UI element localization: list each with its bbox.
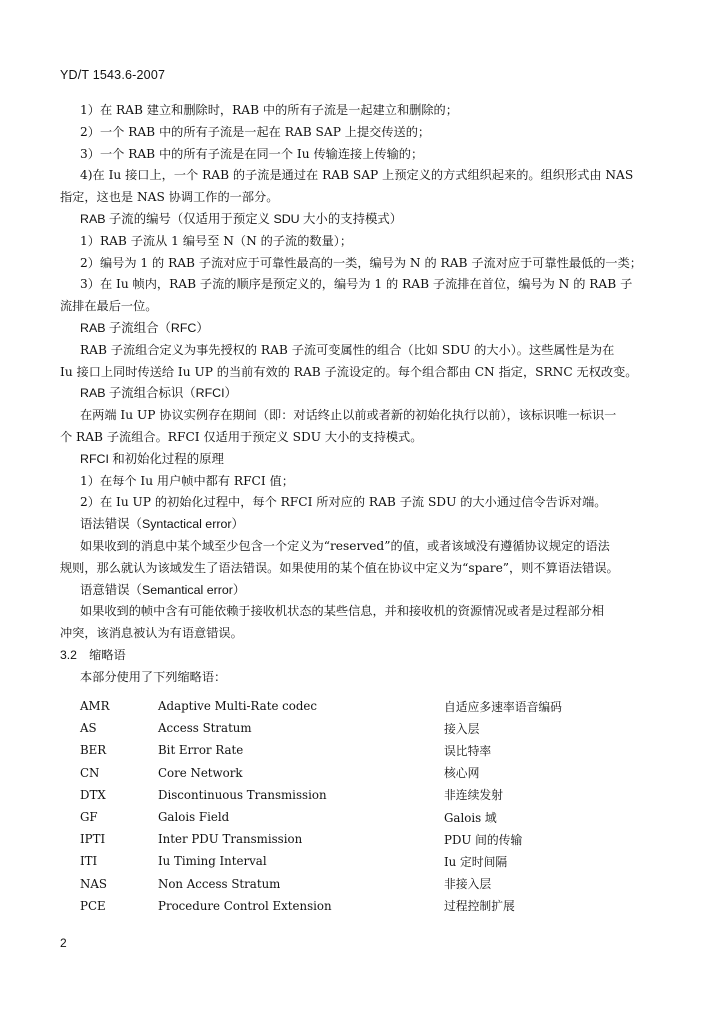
chinese-term: 接入层: [444, 721, 480, 736]
abbreviation: PCE: [80, 898, 106, 913]
english-term: Galois Field: [158, 810, 230, 825]
paragraph-line: 4)在 Iu 接口上，一个 RAB 的子流是通过在 RAB SAP 上预定义的方式组织起来的。组织形式由 NAS: [80, 168, 634, 183]
english-term: Adaptive Multi-Rate codec: [158, 699, 318, 714]
english-term: Iu Timing Interval: [158, 854, 267, 869]
paragraph-line: 2）在 Iu UP 的初始化过程中，每个 RFCI 所对应的 RAB 子流 SDU 的大小通过信令告诉对端。: [80, 495, 607, 510]
english-term: Bit Error Rate: [158, 743, 244, 758]
english-term: Core Network: [158, 765, 243, 780]
document-id-header: YD/T 1543.6-2007: [60, 68, 166, 82]
term-heading: RFCI 和初始化过程的原理: [80, 451, 224, 466]
english-term: Procedure Control Extension: [158, 898, 332, 913]
chinese-term: 非连续发射: [444, 788, 503, 803]
abbreviation-row: [60, 806, 660, 828]
abbreviation-row: [60, 717, 660, 739]
english-term: Access Stratum: [158, 721, 252, 736]
chinese-term: 自适应多速率语音编码: [444, 699, 562, 714]
abbreviation-row: [60, 895, 660, 917]
term-heading: RAB 子流组合（RFC）: [80, 320, 209, 335]
term-heading: 语意错误（Semantical error）: [80, 582, 246, 597]
paragraph-line: 在两端 Iu UP 协议实例存在期间（即：对话终止以前或者新的初始化执行以前），该标识唯一标识一: [80, 408, 617, 423]
term-heading: RAB 子流组合标识（RFCI）: [80, 386, 237, 401]
section-heading: 3.2 缩略语: [60, 647, 126, 662]
paragraph-line: 指定，这也是 NAS 协调工作的一部分。: [60, 190, 279, 205]
abbreviation: DTX: [80, 787, 106, 802]
paragraph-line: 1）在 RAB 建立和删除时，RAB 中的所有子流是一起建立和删除的；: [80, 103, 458, 117]
chinese-term: 误比特率: [444, 743, 492, 758]
paragraph-line: 2）一个 RAB 中的所有子流是一起在 RAB SAP 上提交传送的；: [80, 124, 431, 139]
paragraph-line: 1）在每个 Iu 用户帧中都有 RFCI 值；: [80, 473, 294, 488]
abbreviation: AMR: [80, 699, 110, 714]
paragraph-line: 如果收到的帧中含有可能依赖于接收机状态的某些信息，并和接收机的资源情况或者是过程部分相: [80, 604, 605, 619]
paragraph-line: 3）在 Iu 帧内，RAB 子流的顺序是预定义的，编号为 1 的 RAB 子流排在首位，编号为 N 的 RAB 子: [80, 277, 633, 292]
abbreviation-row: [60, 784, 660, 806]
abbreviation-row: [60, 850, 660, 872]
english-term: Non Access Stratum: [158, 876, 281, 891]
paragraph-line: 3）一个 RAB 中的所有子流是在同一个 Iu 传输连接上传输的；: [80, 146, 424, 161]
abbreviation-row: [60, 762, 660, 784]
abbreviation: AS: [80, 721, 97, 736]
section-intro: 本部分使用了下列缩略语：: [80, 669, 227, 684]
abbreviation: BER: [80, 743, 107, 758]
term-heading: 语法错误（Syntactical error）: [80, 517, 244, 532]
paragraph-line: 个 RAB 子流组合。RFCI 仅适用于预定义 SDU 大小的支持模式。: [60, 429, 423, 444]
english-term: Inter PDU Transmission: [158, 832, 303, 847]
paragraph-line: 流排在最后一位。: [60, 299, 158, 314]
abbreviation-row: [60, 739, 660, 761]
paragraph-line: Iu 接口上同时传送给 Iu UP 的当前有效的 RAB 子流设定的。每个组合都由 CN 指定，SRNC 无权改变。: [60, 364, 638, 379]
paragraph-line: 1）RAB 子流从 1 编号至 N（N 的子流的数量）；: [80, 233, 353, 248]
abbreviation: GF: [80, 810, 98, 825]
paragraph-line: 规则，那么就认为该域发生了语法错误。如果使用的某个值在协议中定义为“spare”，则不算语法错误。: [60, 560, 619, 575]
abbreviation: ITI: [80, 854, 98, 869]
paragraph-line: 2）编号为 1 的 RAB 子流对应于可靠性最高的一类，编号为 N 的 RAB 子流对应于可靠性最低的一类；: [80, 255, 642, 270]
abbreviation-row: [60, 873, 660, 895]
term-heading: RAB 子流的编号（仅适用于预定义 SDU 大小的支持模式）: [80, 211, 403, 226]
chinese-term: 过程控制扩展: [444, 899, 515, 914]
abbreviation: NAS: [80, 876, 107, 891]
chinese-term: 非接入层: [444, 877, 492, 892]
chinese-term: 核心网: [444, 766, 480, 781]
chinese-term: Galois 域: [444, 810, 497, 825]
abbreviation-table: [60, 695, 660, 917]
abbreviation: CN: [80, 765, 100, 780]
page-number: 2: [60, 936, 67, 950]
chinese-term: PDU 间的传输: [444, 832, 523, 847]
abbreviation: IPTI: [80, 832, 106, 847]
paragraph-line: 冲突，该消息被认为有语意错误。: [60, 626, 243, 641]
paragraph-line: 如果收到的消息中某个域至少包含一个定义为“reserved”的值，或者该域没有遵循协议规定的语法: [80, 538, 610, 553]
body-text: [60, 100, 660, 689]
chinese-term: Iu 定时间隔: [444, 854, 508, 869]
abbreviation-row: [60, 695, 660, 717]
abbreviation-row: [60, 828, 660, 850]
paragraph-line: RAB 子流组合定义为事先授权的 RAB 子流可变属性的组合（比如 SDU 的大小）。这些属性是为在: [80, 342, 615, 357]
english-term: Discontinuous Transmission: [158, 787, 327, 802]
